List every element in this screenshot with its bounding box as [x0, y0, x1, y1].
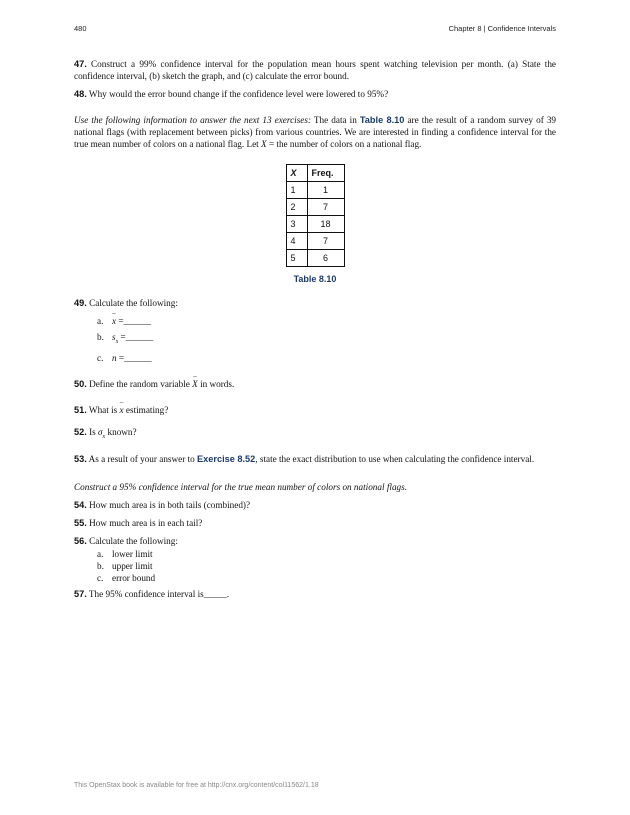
table-cell: 7 [307, 233, 344, 250]
exercise-number: 55. [74, 517, 87, 528]
exercise-text: , state the exact distribution to use when calculating the confidence interval. [255, 453, 535, 464]
table-cell: 6 [307, 250, 344, 267]
exercise-text: Is [89, 426, 99, 437]
table-cell: 7 [307, 199, 344, 216]
table-cell: 1 [286, 182, 307, 199]
table-cell: 2 [286, 199, 307, 216]
exercise-number: 53. [74, 453, 87, 464]
exercise-50 [74, 378, 556, 390]
exercise-number: 47. [74, 59, 87, 69]
table-link[interactable]: Table 8.10 [359, 115, 405, 125]
frequency-table [286, 164, 345, 267]
exercise-text: How much area is in both tails (combined)? [89, 499, 251, 510]
list-text: lower limit [112, 548, 153, 559]
exercise-57 [74, 588, 556, 600]
list-item [74, 548, 556, 560]
x-bar-symbol: – x [120, 404, 124, 416]
table-row [286, 233, 344, 250]
answer-blank: =______ [116, 316, 152, 326]
chapter-title: Chapter 8 | Confidence Intervals [448, 24, 556, 33]
list-letter: c. [97, 352, 104, 363]
exercise-number: 48. [74, 89, 87, 99]
exercise-number: 51. [74, 404, 87, 415]
exercise-text: Calculate the following: [89, 535, 178, 546]
list-letter: a. [97, 316, 104, 326]
exercise-text: Calculate the following: [89, 298, 178, 308]
exercise-text: in words. [197, 378, 235, 389]
exercise-number: 52. [74, 426, 87, 437]
list-letter: a. [97, 548, 104, 559]
exercise-52 [74, 426, 556, 443]
exercise-text: Construct a 99% confidence interval for the population mean hours spent watching television per month. (a) State the confidence interval, (b) sketch the graph, and (c) calculate the error bound. [74, 59, 557, 81]
page-number: 480 [74, 24, 87, 33]
list-letter: b. [97, 332, 104, 342]
sigma-symbol: σ [98, 426, 103, 437]
list-item [74, 331, 556, 348]
exercise-text: Why would the error bound change if the confidence level were lowered to 95%? [88, 89, 389, 99]
page-footer: This OpenStax book is available for free at http://cnx.org/content/col11562/1.18 [74, 782, 319, 789]
exercise-text: The 95% confidence interval is_____. [88, 588, 229, 599]
exercise-text: known? [105, 426, 137, 437]
n-symbol: n [112, 352, 117, 363]
list-item [74, 315, 556, 327]
table-cell: 4 [286, 233, 307, 250]
exercise-intro-2: Construct a 95% confidence interval for the true mean number of colors on national flags. [74, 481, 408, 492]
exercise-47 [74, 58, 556, 82]
subscript: x [115, 338, 119, 345]
table-row [286, 250, 344, 267]
intro-text: The data in [311, 115, 360, 125]
intro-italic: Use the following information to answer the next 13 exercises: [74, 115, 312, 125]
exercise-number: 56. [74, 535, 87, 546]
exercise-54 [74, 499, 556, 511]
page-content [74, 58, 556, 606]
table-row [286, 216, 344, 233]
intro-text: are the result of a random survey of 39 national flags (with replacement between picks) from various countries. We are interested in finding a confidence interval for the true mean number of colors on a national flag. Let [74, 115, 557, 149]
exercise-link[interactable]: Exercise 8.52 [197, 453, 256, 464]
exercise-text: estimating? [123, 404, 169, 415]
table-caption: Table 8.10 [293, 274, 337, 284]
exercise-text: As a result of your answer to [88, 453, 198, 464]
intro-variable: X [261, 139, 267, 149]
list-text: upper limit [112, 560, 153, 571]
x-bar-symbol: – x [112, 315, 116, 327]
column-header: X [286, 165, 307, 182]
list-letter: c. [97, 572, 104, 583]
table-cell: 1 [307, 182, 344, 199]
exercise-56 [74, 535, 556, 547]
exercise-number: 54. [74, 499, 87, 510]
list-item [74, 560, 556, 572]
exercise-number: 57. [74, 588, 87, 599]
list-text: error bound [112, 572, 156, 583]
subscript: x [102, 433, 106, 440]
list-letter: b. [97, 560, 104, 571]
exercise-text: Define the random variable [89, 378, 193, 389]
exercise-intro [74, 114, 556, 150]
s-symbol: s [112, 332, 116, 342]
exercise-text: What is [88, 404, 120, 415]
exercise-text: How much area is in each tail? [89, 517, 203, 528]
column-header: Freq. [307, 165, 344, 182]
table-cell: 18 [307, 216, 344, 233]
exercise-48 [74, 88, 556, 100]
exercise-49 [74, 297, 556, 309]
x-bar-symbol: – X [192, 378, 198, 390]
table-row [286, 182, 344, 199]
table-row [286, 199, 344, 216]
list-item [74, 572, 556, 584]
exercise-53 [74, 453, 556, 465]
answer-blank: =______ [118, 332, 154, 342]
table-cell: 5 [286, 250, 307, 267]
exercise-55 [74, 517, 556, 529]
table-cell: 3 [286, 216, 307, 233]
intro-text: = the number of colors on a national flag. [266, 139, 422, 149]
answer-blank: =______ [116, 352, 152, 363]
exercise-number: 50. [74, 378, 87, 389]
exercise-number: 49. [74, 298, 87, 308]
page-header [74, 24, 556, 38]
list-item [74, 352, 556, 364]
exercise-51 [74, 404, 556, 416]
